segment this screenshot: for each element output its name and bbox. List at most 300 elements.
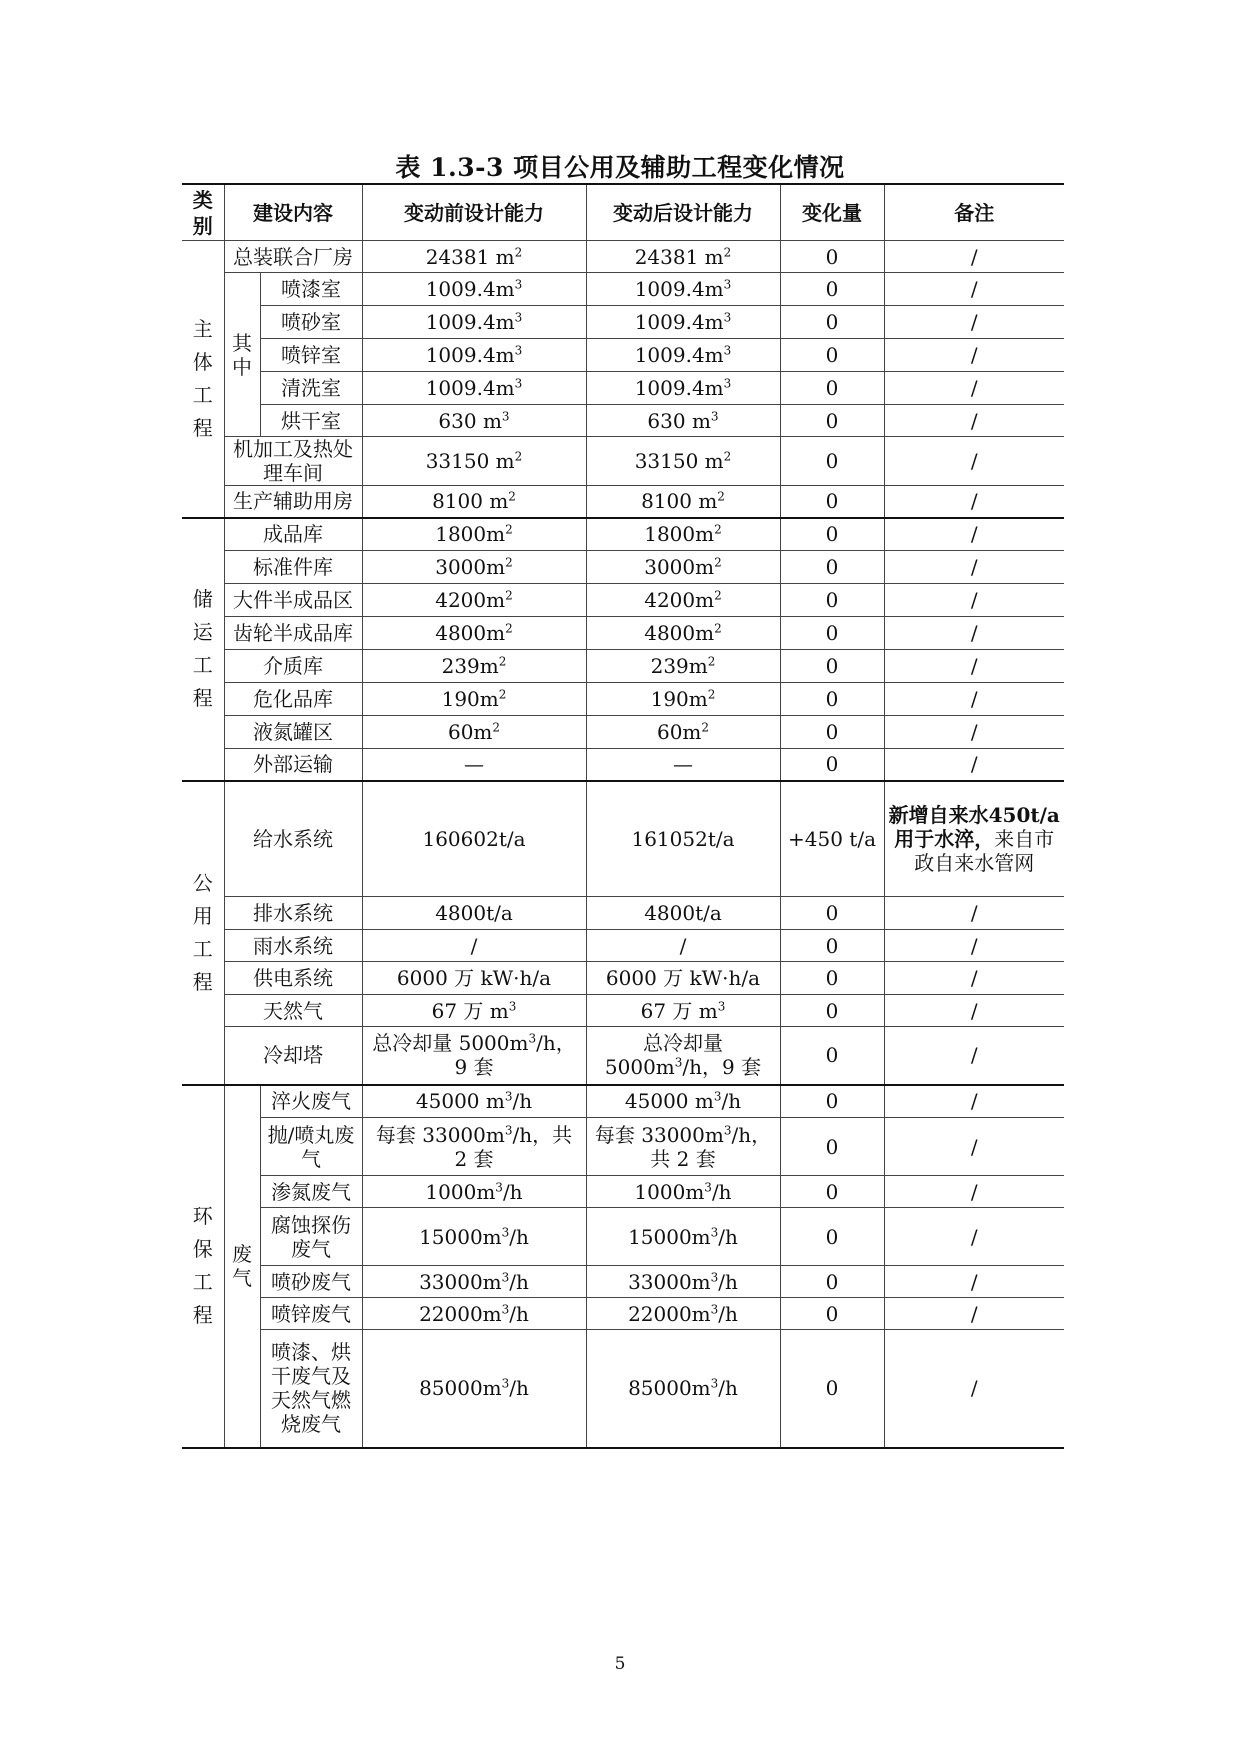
before-cell: [362, 584, 586, 617]
after-cell: [586, 1298, 780, 1330]
before-cell: [362, 930, 586, 962]
before-cell: [362, 486, 586, 518]
item-name: 清洗室: [260, 372, 362, 405]
item-name: 淬火废气: [260, 1085, 362, 1118]
item-name: 标准件库: [224, 551, 362, 584]
after-cell: [586, 273, 780, 306]
before-text: 239m: [441, 654, 499, 678]
superscript: 2: [717, 489, 725, 504]
superscript: 2: [714, 522, 722, 537]
superscript: 2: [707, 687, 716, 702]
item-name: 腐蚀探伤废气: [260, 1208, 362, 1266]
table-row: [182, 1298, 1064, 1330]
table-row: [182, 551, 1064, 584]
after-cell: [586, 306, 780, 339]
subgroup-qizhong: [224, 273, 260, 437]
before-text: 15000m: [419, 1224, 502, 1249]
before-text-tail: /h: [509, 1301, 529, 1326]
before-cell: [362, 437, 586, 486]
remark-rest: 来自市政自来水管网: [914, 826, 1055, 875]
item-name: 喷锌废气: [260, 1298, 362, 1330]
after-cell: [586, 650, 780, 683]
change-cell: 0: [780, 1027, 884, 1085]
item-name: 供电系统: [224, 962, 362, 995]
after-text-tail: /h: [721, 1089, 742, 1114]
remark-cell: /: [884, 486, 1064, 518]
subgroup-label: 废气: [232, 1242, 252, 1290]
after-cell: [586, 405, 780, 437]
before-text-tail: /h: [509, 1269, 529, 1294]
before-text-tail: /h: [509, 1224, 529, 1249]
after-text-tail: /h，9 套: [682, 1055, 762, 1080]
after-text: 33000m: [628, 1269, 711, 1294]
table-row: [182, 716, 1064, 749]
change-cell: 0: [780, 551, 884, 584]
item-name: 渗氮废气: [260, 1176, 362, 1208]
change-cell: 0: [780, 617, 884, 650]
before-text: 1009.4m: [425, 277, 515, 301]
after-cell: [586, 1330, 780, 1448]
superscript: 3: [717, 998, 726, 1013]
change-cell: 0: [780, 683, 884, 716]
superscript: 2: [505, 522, 513, 537]
remark-cell: /: [884, 716, 1064, 749]
superscript: 2: [498, 654, 507, 669]
superscript: 2: [714, 621, 722, 636]
table-row: [182, 518, 1064, 551]
after-text: 4800m: [644, 621, 715, 645]
change-cell: 0: [780, 584, 884, 617]
before-text: 1000m: [425, 1179, 496, 1204]
after-text: 4200m: [644, 588, 715, 612]
item-name: 喷锌室: [260, 339, 362, 372]
before-text-tail: /h，共 2 套: [454, 1122, 573, 1171]
superscript: 3: [495, 1179, 503, 1194]
before-cell: [362, 1085, 586, 1118]
change-cell: 0: [780, 1266, 884, 1298]
before-text: 85000m: [419, 1376, 502, 1401]
after-text: 161052t/a: [631, 826, 735, 851]
before-text: 4800t/a: [435, 901, 513, 925]
item-name: 大件半成品区: [224, 584, 362, 617]
change-cell: 0: [780, 1118, 884, 1176]
superscript: 2: [723, 244, 732, 259]
before-cell: [362, 1208, 586, 1266]
change-cell: 0: [780, 1330, 884, 1448]
remark-cell: /: [884, 962, 1064, 995]
header-after: 变动后设计能力: [586, 184, 780, 241]
change-cell: 0: [780, 306, 884, 339]
header-before: 变动前设计能力: [362, 184, 586, 241]
after-cell: [586, 962, 780, 995]
after-text: 8100 m: [641, 489, 718, 514]
item-name: 烘干室: [260, 405, 362, 437]
superscript: 2: [701, 720, 710, 735]
after-text: 每套 33000m: [594, 1122, 724, 1147]
table-row: [182, 1208, 1064, 1266]
item-name: 给水系统: [224, 781, 362, 897]
after-cell: [586, 241, 780, 273]
before-cell: [362, 781, 586, 897]
after-cell: [586, 781, 780, 897]
after-text: 239m: [650, 654, 708, 678]
table-row: [182, 683, 1064, 716]
superscript: 3: [501, 1269, 510, 1284]
before-cell: [362, 650, 586, 683]
change-cell: 0: [780, 1176, 884, 1208]
before-text: 6000 万 kW·h/a: [396, 966, 552, 990]
before-text: 1009.4m: [425, 310, 515, 334]
superscript: 2: [514, 244, 523, 259]
before-text: 67 万 m: [431, 998, 509, 1023]
remark-cell: /: [884, 437, 1064, 486]
superscript: 3: [710, 1376, 719, 1391]
remark-cell: /: [884, 650, 1064, 683]
before-text: 每套 33000m: [375, 1122, 505, 1147]
remark-cell: [884, 781, 1064, 897]
superscript: 2: [498, 687, 507, 702]
item-name: 喷漆室: [260, 273, 362, 306]
remark-cell: /: [884, 995, 1064, 1027]
after-text: —: [673, 752, 693, 777]
item-name: 喷砂废气: [260, 1266, 362, 1298]
before-cell: [362, 241, 586, 273]
after-text: 22000m: [628, 1301, 711, 1326]
item-name: 生产辅助用房: [224, 486, 362, 518]
before-cell: [362, 551, 586, 584]
after-text: 1009.4m: [634, 277, 724, 301]
superscript: 2: [714, 555, 722, 570]
change-cell: 0: [780, 1208, 884, 1266]
table-title: 表 1.3-3 项目公用及辅助工程变化情况: [395, 153, 845, 182]
table-row: [182, 486, 1064, 518]
before-text: 630 m: [438, 408, 502, 433]
change-cell: 0: [780, 1298, 884, 1330]
after-text: 1009.4m: [634, 343, 724, 367]
before-text: 45000 m: [415, 1089, 505, 1114]
after-cell: [586, 897, 780, 930]
category-label: 主体工程: [192, 316, 213, 440]
superscript: 3: [723, 277, 732, 292]
before-cell: [362, 749, 586, 781]
change-cell: 0: [780, 716, 884, 749]
before-text-tail: /h，9 套: [454, 1031, 576, 1080]
table-row: [182, 372, 1064, 405]
before-cell: [362, 617, 586, 650]
superscript: 3: [723, 1122, 732, 1137]
before-cell: [362, 995, 586, 1027]
header-change: 变化量: [780, 184, 884, 241]
header-category: 类别: [182, 184, 224, 241]
table-row: [182, 1176, 1064, 1208]
superscript: 3: [514, 343, 523, 358]
table-row: [182, 1027, 1064, 1085]
table-row: [182, 405, 1064, 437]
after-cell: [586, 930, 780, 962]
change-cell: 0: [780, 339, 884, 372]
superscript: 3: [504, 1122, 513, 1137]
table-row: [182, 437, 1064, 486]
after-text: 1000m: [634, 1179, 705, 1204]
before-cell: [362, 962, 586, 995]
table-row: [182, 1118, 1064, 1176]
table-row: [182, 995, 1064, 1027]
header-row: [182, 184, 1064, 241]
table-row: [182, 241, 1064, 273]
before-cell: [362, 1176, 586, 1208]
change-cell: 0: [780, 273, 884, 306]
before-cell: [362, 683, 586, 716]
superscript: 3: [514, 376, 523, 391]
table-row: [182, 617, 1064, 650]
table-row: [182, 1266, 1064, 1298]
before-text: 190m: [441, 687, 499, 711]
remark-cell: /: [884, 405, 1064, 437]
change-cell: 0: [780, 241, 884, 273]
after-text: 45000 m: [624, 1089, 714, 1114]
item-name: 喷漆、烘干废气及天然气燃烧废气: [260, 1330, 362, 1448]
before-text: —: [464, 752, 484, 777]
header-content: 建设内容: [224, 184, 362, 241]
before-text-tail: /h: [509, 1376, 529, 1401]
after-cell: [586, 518, 780, 551]
superscript: 3: [710, 1269, 719, 1284]
after-text: 1009.4m: [634, 310, 724, 334]
superscript: 3: [501, 1224, 510, 1239]
table-row: [182, 781, 1064, 897]
remark-cell: /: [884, 584, 1064, 617]
before-cell: [362, 306, 586, 339]
table-body: [182, 241, 1064, 1448]
change-cell: 0: [780, 897, 884, 930]
after-cell: [586, 437, 780, 486]
change-cell: 0: [780, 372, 884, 405]
superscript: 2: [492, 720, 501, 735]
item-name: 介质库: [224, 650, 362, 683]
after-text-tail: /h: [718, 1301, 738, 1326]
change-cell: 0: [780, 962, 884, 995]
after-text: 630 m: [647, 408, 711, 433]
after-cell: [586, 551, 780, 584]
change-cell: 0: [780, 749, 884, 781]
category-main: [182, 241, 224, 518]
table-row: [182, 306, 1064, 339]
change-cell: +450 t/a: [780, 781, 884, 897]
superscript: 3: [723, 343, 732, 358]
superscript: 2: [714, 588, 722, 603]
after-text: 4800t/a: [644, 901, 722, 925]
after-cell: [586, 339, 780, 372]
item-name: 机加工及热处理车间: [224, 437, 362, 486]
before-text: 1800m: [435, 522, 506, 547]
after-cell: [586, 584, 780, 617]
remark-cell: /: [884, 683, 1064, 716]
after-text-tail: /h: [711, 1179, 732, 1204]
table-row: [182, 1330, 1064, 1448]
remark-cell: /: [884, 518, 1064, 551]
superscript: 3: [514, 277, 523, 292]
before-text: 1009.4m: [425, 376, 515, 400]
remark-cell: /: [884, 930, 1064, 962]
change-cell: 0: [780, 518, 884, 551]
superscript: 2: [707, 654, 716, 669]
category-env: [182, 1085, 224, 1448]
after-cell: [586, 683, 780, 716]
before-text-tail: /h: [512, 1089, 533, 1114]
change-cell: 0: [780, 995, 884, 1027]
before-text: /: [470, 933, 478, 958]
item-name: 液氮罐区: [224, 716, 362, 749]
table-row: [182, 650, 1064, 683]
after-text: 6000 万 kW·h/a: [605, 966, 761, 990]
item-name: 冷却塔: [224, 1027, 362, 1085]
before-cell: [362, 1330, 586, 1448]
remark-cell: /: [884, 1027, 1064, 1085]
remark-cell: /: [884, 1085, 1064, 1118]
remark-cell: /: [884, 306, 1064, 339]
superscript: 3: [528, 1031, 537, 1046]
after-text-tail: /h: [718, 1224, 738, 1249]
table-row: [182, 339, 1064, 372]
after-text-tail: /h: [718, 1269, 738, 1294]
remark-cell: /: [884, 1266, 1064, 1298]
before-cell: [362, 1027, 586, 1085]
category-utility: [182, 781, 224, 1085]
remark-cell: /: [884, 1208, 1064, 1266]
superscript: 2: [505, 621, 513, 636]
remark-cell: /: [884, 897, 1064, 930]
remark-cell: /: [884, 339, 1064, 372]
before-text: 8100 m: [432, 489, 509, 514]
remark-cell: /: [884, 1298, 1064, 1330]
remark-cell: /: [884, 1330, 1064, 1448]
change-cell: 0: [780, 650, 884, 683]
item-name: 成品库: [224, 518, 362, 551]
after-cell: [586, 1176, 780, 1208]
before-text: 1009.4m: [425, 343, 515, 367]
before-cell: [362, 1266, 586, 1298]
superscript: 3: [710, 1224, 719, 1239]
change-cell: 0: [780, 405, 884, 437]
after-cell: [586, 372, 780, 405]
change-cell: 0: [780, 1085, 884, 1118]
after-cell: [586, 1208, 780, 1266]
superscript: 3: [504, 1089, 513, 1104]
change-cell: 0: [780, 486, 884, 518]
after-text: 1800m: [644, 522, 715, 547]
superscript: 3: [723, 376, 732, 391]
before-cell: [362, 372, 586, 405]
category-label: 储运工程: [192, 587, 213, 710]
superscript: 3: [501, 1301, 510, 1316]
before-text: 160602t/a: [422, 826, 526, 851]
before-cell: [362, 405, 586, 437]
after-cell: [586, 1118, 780, 1176]
item-name: 危化品库: [224, 683, 362, 716]
before-text: 24381 m: [425, 244, 515, 269]
after-text: 15000m: [628, 1224, 711, 1249]
table-row: [182, 897, 1064, 930]
header-remark: 备注: [884, 184, 1064, 241]
superscript: 3: [674, 1055, 683, 1070]
item-name: 总装联合厂房: [224, 241, 362, 273]
before-text: 3000m: [435, 555, 506, 579]
before-cell: [362, 339, 586, 372]
remark-cell: /: [884, 1176, 1064, 1208]
before-cell: [362, 518, 586, 551]
item-name: 天然气: [224, 995, 362, 1027]
superscript: 3: [501, 408, 510, 423]
superscript: 2: [505, 555, 513, 570]
remark-cell: /: [884, 372, 1064, 405]
superscript: 2: [514, 449, 523, 464]
before-text: 60m: [447, 720, 493, 744]
item-name: 喷砂室: [260, 306, 362, 339]
item-name: 抛/喷丸废气: [260, 1118, 362, 1176]
remark-cell: /: [884, 241, 1064, 273]
before-cell: [362, 273, 586, 306]
after-cell: [586, 486, 780, 518]
before-text-tail: /h: [502, 1179, 523, 1204]
superscript: 2: [508, 489, 516, 504]
item-name: 排水系统: [224, 897, 362, 930]
remark-bold: 新增自来水450t/a 用于水淬，: [888, 802, 1060, 851]
table-row: [182, 749, 1064, 781]
table-row: [182, 1085, 1064, 1118]
superscript: 3: [508, 998, 517, 1013]
item-name: 雨水系统: [224, 930, 362, 962]
after-text: 33150 m: [634, 449, 724, 473]
item-name: 齿轮半成品库: [224, 617, 362, 650]
before-text: 33150 m: [425, 449, 515, 473]
remark-cell: /: [884, 551, 1064, 584]
change-cell: 0: [780, 930, 884, 962]
remark-cell: /: [884, 617, 1064, 650]
after-text: 85000m: [628, 1376, 711, 1401]
after-text: /: [679, 933, 687, 958]
after-text-tail: /h: [718, 1376, 738, 1401]
after-cell: [586, 716, 780, 749]
page-number: 5: [614, 1654, 626, 1674]
subgroup-label: 其中: [232, 330, 252, 379]
subgroup-feiqi: [224, 1085, 260, 1448]
superscript: 3: [713, 1089, 722, 1104]
remark-cell: /: [884, 273, 1064, 306]
after-cell: [586, 1027, 780, 1085]
after-text: 24381 m: [634, 244, 724, 269]
after-cell: [586, 995, 780, 1027]
before-text: 总冷却量 5000m: [372, 1031, 529, 1056]
table-row: [182, 962, 1064, 995]
superscript: 3: [501, 1376, 510, 1391]
after-cell: [586, 1085, 780, 1118]
superscript: 3: [710, 1301, 719, 1316]
table-row: [182, 930, 1064, 962]
superscript: 3: [723, 310, 732, 325]
before-text: 33000m: [419, 1269, 502, 1294]
after-text-tail: /h，共 2 套: [650, 1122, 772, 1171]
table-row: [182, 584, 1064, 617]
before-text: 4200m: [435, 588, 506, 612]
superscript: 2: [505, 588, 513, 603]
after-cell: [586, 1266, 780, 1298]
change-cell: 0: [780, 437, 884, 486]
before-cell: [362, 716, 586, 749]
project-table: [182, 183, 1064, 1449]
before-cell: [362, 1118, 586, 1176]
remark-cell: /: [884, 749, 1064, 781]
superscript: 3: [710, 408, 719, 423]
